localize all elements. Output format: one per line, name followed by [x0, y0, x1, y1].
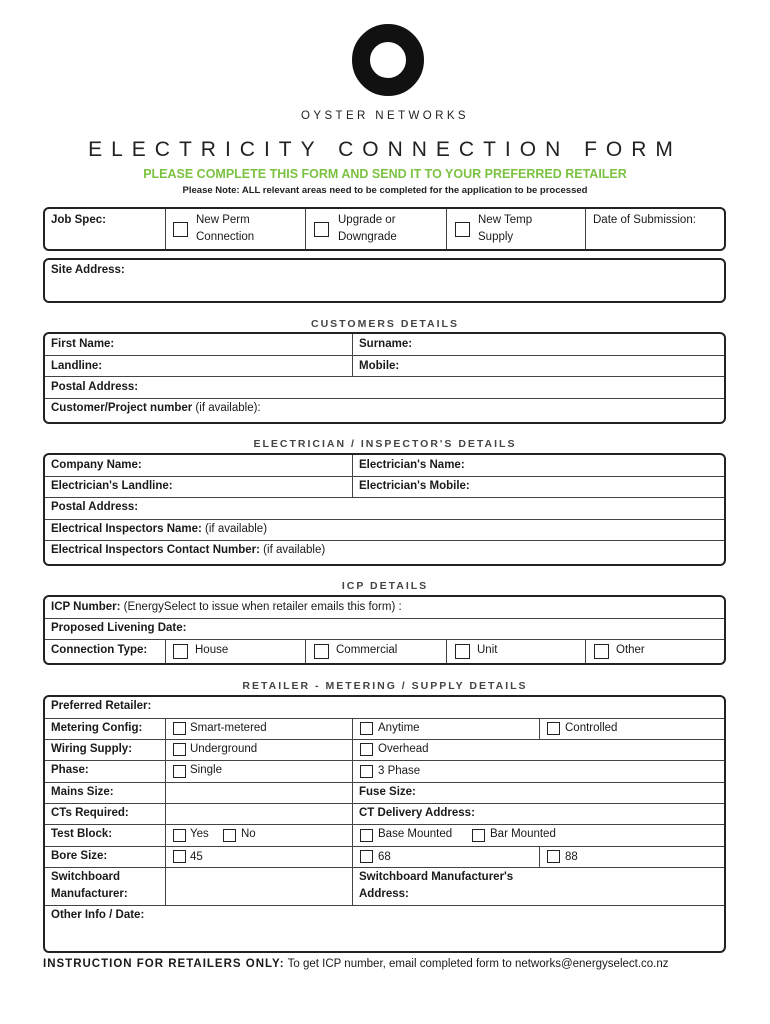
house-checkbox[interactable] [173, 644, 188, 659]
controlled-checkbox[interactable] [547, 722, 560, 735]
mobile-field[interactable]: Mobile: [359, 360, 400, 372]
cts-required-label: CTs Required: [51, 807, 129, 819]
upgrade-label-2: Downgrade [338, 231, 397, 243]
bore-88-label: 88 [565, 851, 578, 863]
test-block-label: Test Block: [51, 828, 113, 840]
single-phase-checkbox[interactable] [173, 765, 186, 778]
unit-label: Unit [477, 644, 498, 656]
switchboard-label-2: Manufacturer: [51, 888, 128, 900]
bore-45-label: 45 [190, 851, 203, 863]
unit-checkbox[interactable] [455, 644, 470, 659]
new-temp-checkbox[interactable] [455, 222, 470, 237]
brand-name: OYSTER NETWORKS [301, 110, 469, 122]
anytime-checkbox[interactable] [360, 722, 373, 735]
other-info-field[interactable]: Other Info / Date: [51, 909, 145, 921]
form-title: ELECTRICITY CONNECTION FORM [88, 138, 682, 161]
smart-metered-label: Smart-metered [190, 722, 267, 734]
base-mounted-checkbox[interactable] [360, 829, 373, 842]
new-perm-label-2: Connection [196, 231, 255, 243]
metering-config-label: Metering Config: [51, 722, 143, 734]
job-spec-label: Job Spec: [51, 214, 106, 226]
postal-address-field[interactable]: Postal Address: [51, 381, 139, 393]
test-block-no-label: No [241, 828, 256, 840]
three-phase-label: 3 Phase [378, 765, 421, 777]
electrician-mobile-field[interactable]: Electrician's Mobile: [359, 480, 470, 492]
icp-number-field[interactable]: ICP Number: (EnergySelect to issue when retailer emails this form) : [51, 601, 402, 613]
surname-field[interactable]: Surname: [359, 338, 413, 350]
bore-45-checkbox[interactable] [173, 850, 186, 863]
other-label: Other [616, 644, 645, 656]
electrician-name-field[interactable]: Electrician's Name: [359, 459, 465, 471]
switchboard-address-label-2: Address: [359, 888, 409, 900]
bore-88-checkbox[interactable] [547, 850, 560, 863]
phase-label: Phase: [51, 764, 89, 776]
upgrade-label-1: Upgrade or [338, 214, 396, 226]
ct-delivery-field[interactable]: CT Delivery Address: [359, 807, 475, 819]
new-perm-checkbox[interactable] [173, 222, 188, 237]
date-of-submission-field[interactable]: Date of Submission: [593, 214, 696, 226]
new-temp-label-2: Supply [478, 231, 514, 243]
underground-checkbox[interactable] [173, 743, 186, 756]
test-block-no-checkbox[interactable] [223, 829, 236, 842]
bore-68-label: 68 [378, 851, 391, 863]
new-perm-label-1: New Perm [196, 214, 250, 226]
project-number-field[interactable]: Customer/Project number (if available): [51, 402, 261, 414]
retailer-heading: RETAILER - METERING / SUPPLY DETAILS [242, 680, 528, 692]
controlled-label: Controlled [565, 722, 618, 734]
test-block-yes-label: Yes [190, 828, 209, 840]
company-name-field[interactable]: Company Name: [51, 459, 142, 471]
three-phase-checkbox[interactable] [360, 765, 373, 778]
icp-heading: ICP DETAILS [341, 580, 429, 592]
preferred-retailer-field[interactable]: Preferred Retailer: [51, 700, 152, 712]
first-name-field[interactable]: First Name: [51, 338, 115, 350]
inspector-name-field[interactable]: Electrical Inspectors Name: (if available) [51, 523, 268, 535]
livening-date-field[interactable]: Proposed Livening Date: [51, 622, 187, 634]
bar-mounted-checkbox[interactable] [472, 829, 485, 842]
fuse-size-field[interactable]: Fuse Size: [359, 786, 416, 798]
other-checkbox[interactable] [594, 644, 609, 659]
oyster-logo [352, 24, 424, 96]
inspector-contact-field[interactable]: Electrical Inspectors Contact Number: (if available) [51, 544, 326, 556]
bar-mounted-label: Bar Mounted [490, 828, 556, 840]
new-temp-label-1: New Temp [478, 214, 533, 226]
house-label: House [195, 644, 229, 656]
form-subtitle: PLEASE COMPLETE THIS FORM AND SEND IT TO YOUR PREFERRED RETAILER [143, 167, 627, 181]
footer-instruction: INSTRUCTION FOR RETAILERS ONLY: To get ICP number, email completed form to networks@energyselect.co.nz [43, 958, 669, 970]
electrician-landline-field[interactable]: Electrician's Landline: [51, 480, 173, 492]
switchboard-label-1: Switchboard [51, 871, 121, 883]
landline-field[interactable]: Landline: [51, 360, 103, 372]
customers-heading: CUSTOMERS DETAILS [311, 318, 459, 330]
overhead-label: Overhead [378, 743, 429, 755]
upgrade-checkbox[interactable] [314, 222, 329, 237]
electrician-postal-field[interactable]: Postal Address: [51, 501, 139, 513]
site-address-box[interactable] [43, 258, 726, 303]
commercial-checkbox[interactable] [314, 644, 329, 659]
single-phase-label: Single [190, 764, 222, 776]
wiring-supply-label: Wiring Supply: [51, 743, 133, 755]
connection-type-label: Connection Type: [51, 644, 148, 656]
underground-label: Underground [190, 743, 258, 755]
form-note: Please Note: ALL relevant areas need to be completed for the application to be processed [182, 185, 588, 196]
overhead-checkbox[interactable] [360, 743, 373, 756]
site-address-label: Site Address: [51, 264, 125, 276]
base-mounted-label: Base Mounted [378, 828, 453, 840]
mains-size-label: Mains Size: [51, 786, 114, 798]
bore-68-checkbox[interactable] [360, 850, 373, 863]
commercial-label: Commercial [336, 644, 398, 656]
anytime-label: Anytime [378, 722, 420, 734]
test-block-yes-checkbox[interactable] [173, 829, 186, 842]
switchboard-address-label-1: Switchboard Manufacturer's [359, 871, 514, 883]
electrician-heading: ELECTRICIAN / INSPECTOR'S DETAILS [253, 438, 517, 450]
bore-size-label: Bore Size: [51, 850, 108, 862]
smart-metered-checkbox[interactable] [173, 722, 186, 735]
